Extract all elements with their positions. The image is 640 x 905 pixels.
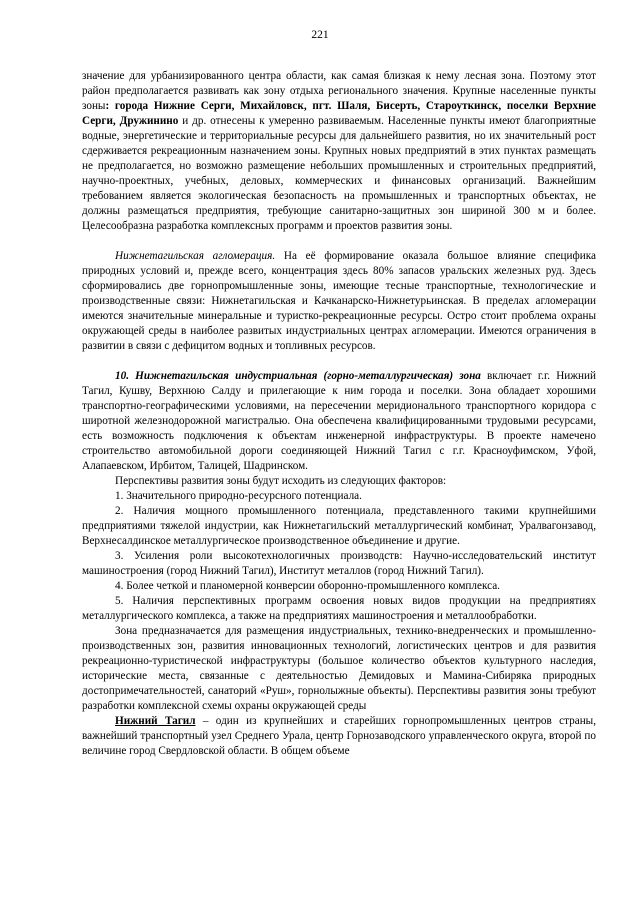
paragraph-nizhny-tagil [82, 714, 596, 759]
paragraph-recreation-zone [82, 69, 596, 234]
zone-heading: 10. Нижнетагильская индустриальная (горно-металлургическая) зона [115, 370, 481, 382]
paragraph-agglomeration [82, 249, 596, 354]
paragraph-industrial-zone [82, 369, 596, 474]
paragraph-text: На её формирование оказала большое влияние специфика природных условий и, прежде всего, концентрация здесь 80% запасов уральских железных руд. Здесь сформировались две горнопромышленные зоны, имеющие тесные транспортные, технологические и производственные связи: Нижнетагильская и Качканарско-Нижнетурьинская. В пределах агломерации имеются значительные минеральные и туристко-рекреационные ресурсы. Остро стоит проблема охраны окружающей среды в наиболее развитых индустриальных центрах агломерации. Имеются ограничения в развитии в связи с дефицитом водных и топливных ресурсов. [82, 250, 596, 352]
agglomeration-title: Нижнетагильская агломерация. [115, 250, 276, 262]
paragraph-text: включает г.г. Нижний Тагил, Кушву, Верхнюю Салду и прилегающие к ним города и поселки. Зона обладает хорошими транспортно-географическими условиями, на пересечении меридионального транспортного коридора с широтной железнодорожной магистралью. Она обеспечена квалифицированными трудовыми ресурсами, есть возможность подключения к объектам инженерной инфраструктуры. В проекте намечено строительство автомобильной дороги соединяющей Нижний Тагил с г.г. Красноуфимском, Уфой, Алапаевском, Ирбитом, Талицей, Шадринском. [82, 370, 596, 472]
paragraph-text: значение для урбанизированного центра области, как самая близкая к нему лесная зона. Поэтому этот район предполагается развивать как зону отдыха регионального значения. Крупные населенные пункты зоны [82, 70, 596, 112]
settlements-list: : города Нижние Серги, Михайловск, пгт. Шаля, Бисерть, Староуткинск, поселки Верхние Серги, Дружинино [82, 100, 596, 127]
list-item: 3. Усиления роли высокотехнологичных производств: Научно-исследовательский институт машиностроения (город Нижний Тагил), Институт металлов (город Нижний Тагил). [82, 550, 596, 577]
paragraph-prospects-intro: Перспективы развития зоны будут исходить из следующих факторов: [115, 475, 447, 487]
paragraph-text: и др. отнесены к умеренно развиваемым. Населенные пункты имеют благоприятные водные, энергетические и территориальные ресурсы для дальнейшего развития, но их значительный рост сдерживается рекреационным назначением зоны. Крупных новых предприятий в этих пунктах размещать не предполагается, но возможно размещение небольших промышленных и строительных предприятий, научно-проектных, учебных, деловых, коммерческих и финансовых организаций. Важнейшим требованием является экологическая безопасность на промышленных и транспортных объектах, не должны размещаться предприятия, требующие санитарно-защитных зон шириной 300 м и более. Целесообразна разработка комплексных программ и проектов развития зоны. [82, 115, 597, 232]
paragraph-text: – один из крупнейших и старейших горнопромышленных центров страны, важнейший транспортный узел Среднего Урала, центр Горнозаводского управленческого округа, второй по величине город Свердловской области. В общем объеме [82, 715, 597, 757]
list-item: 4. Более четкой и планомерной конверсии оборонно-промышленного комплекса. [115, 580, 500, 592]
page-number: 221 [311, 29, 329, 41]
city-name: Нижний Тагил [115, 715, 196, 727]
list-item: 5. Наличия перспективных программ освоения новых видов продукции на предприятиях металлургического комплекса, а также на предприятиях машиностроения и металлообработки. [82, 595, 596, 622]
list-item: 2. Наличия мощного промышленного потенциала, представленного такими крупнейшими предприятиями тяжелой индустрии, как Нижнетагильский металлургический комбинат, Уралвагонзавод, Верхнесалдинское металлургическое производственное объединение и другие. [82, 505, 596, 547]
list-item: 1. Значительного природно-ресурсного потенциала. [115, 490, 362, 502]
document-body [82, 69, 596, 759]
paragraph-zone-purpose: Зона предназначается для размещения индустриальных, технико-внедренческих и промышленно-производственных зон, развития инновационных технологий, логистических центров и для развития рекреационно-туристической инфраструктуры (большое количество объектов культурного наследия, исторические места, связанные с деятельностью Демидовых и Мамина-Сибиряка природных достопримечательностей, санаторий «Руш», горнолыжные объекты). Перспективы развития зоны требуют разработки комплексной схемы охраны окружающей среды [82, 625, 596, 712]
